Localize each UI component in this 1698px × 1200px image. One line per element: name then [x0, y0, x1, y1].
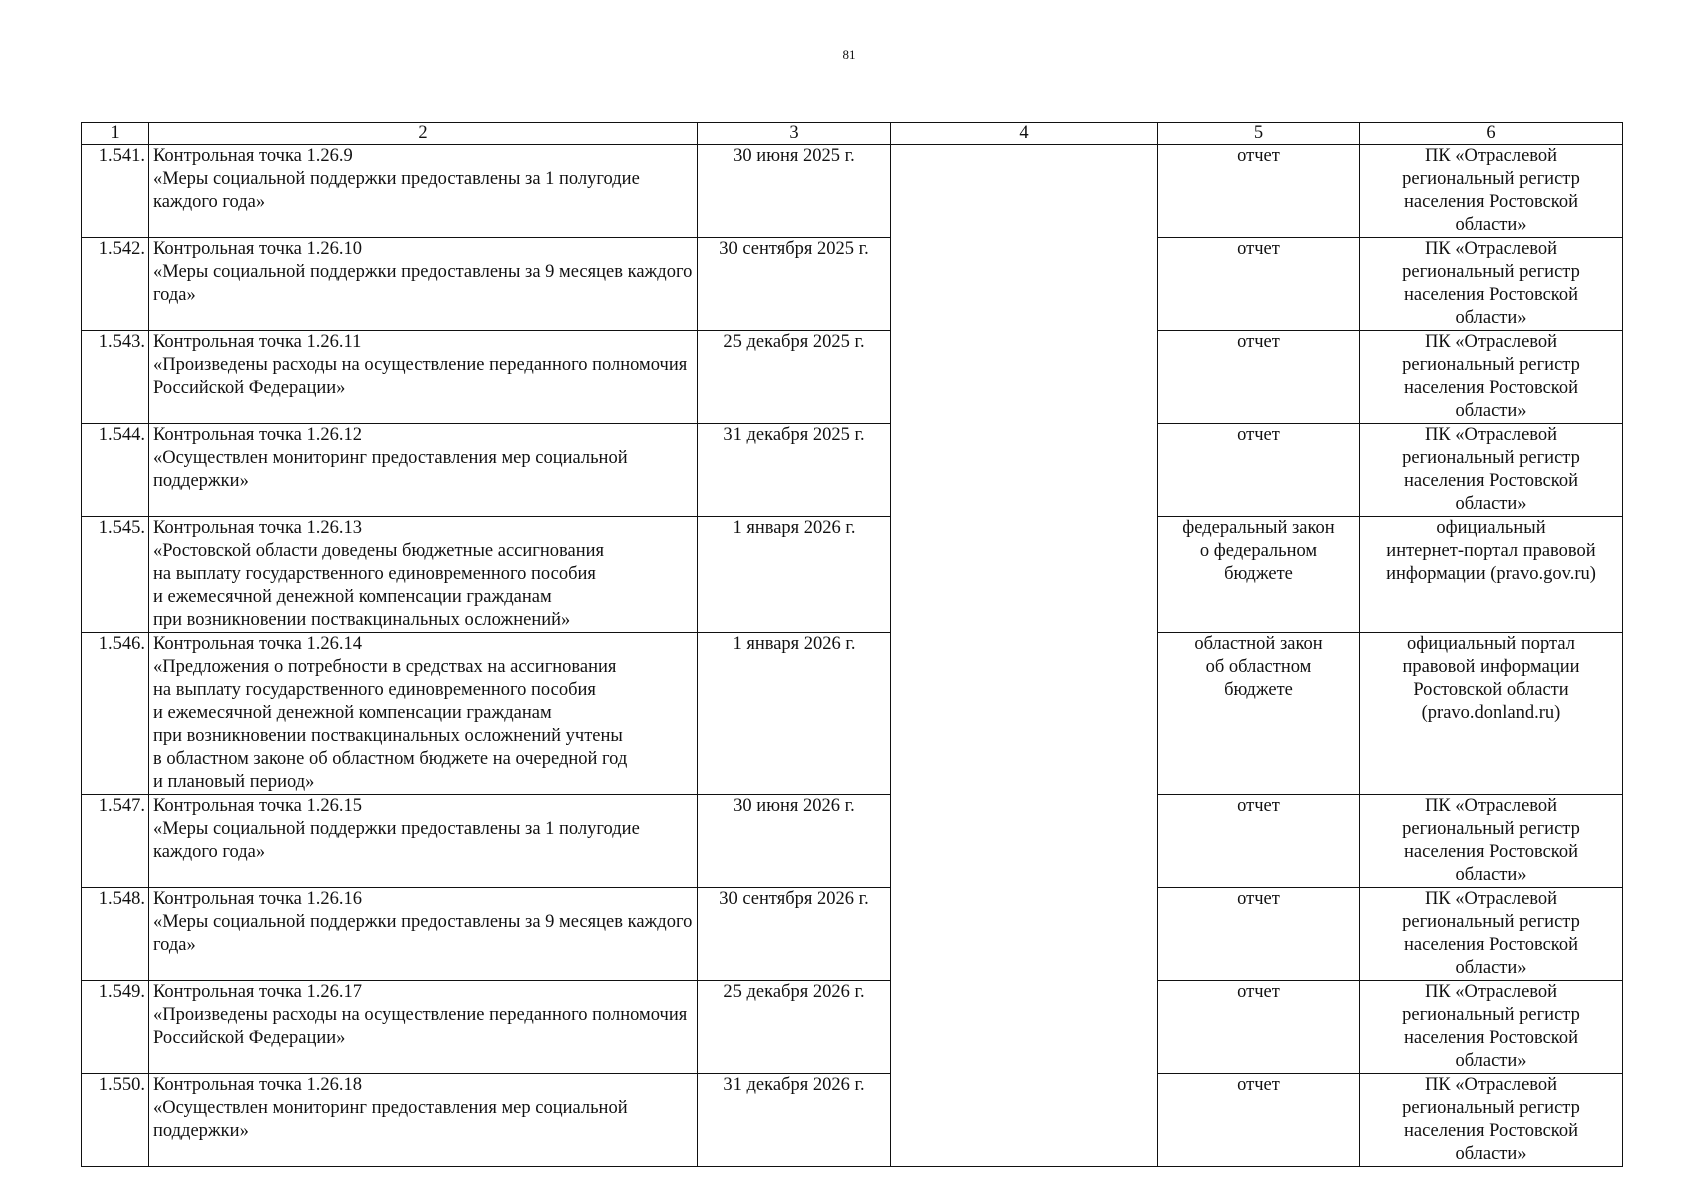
row-number: 1.544. [82, 424, 149, 517]
table-row [82, 424, 1623, 517]
document-type: областной закон об областном бюджете [1158, 633, 1360, 795]
responsible-cell [891, 145, 1158, 1167]
due-date: 30 сентября 2026 г. [698, 888, 891, 981]
row-number: 1.548. [82, 888, 149, 981]
due-date: 30 июня 2026 г. [698, 795, 891, 888]
table-row [82, 517, 1623, 633]
control-points-table [81, 122, 1623, 1167]
document-type: отчет [1158, 331, 1360, 424]
document-type: отчет [1158, 795, 1360, 888]
control-point-name: Контрольная точка 1.26.15 «Меры социальной поддержки предоставлены за 1 полугодие каждого года» [149, 795, 698, 888]
row-number: 1.546. [82, 633, 149, 795]
control-point-name: Контрольная точка 1.26.12 «Осуществлен мониторинг предоставления мер социальной поддержки» [149, 424, 698, 517]
header-row [82, 123, 1623, 145]
table-body [82, 145, 1623, 1167]
header-col-6: 6 [1360, 123, 1623, 145]
row-number: 1.543. [82, 331, 149, 424]
row-number: 1.550. [82, 1074, 149, 1167]
header-col-2: 2 [149, 123, 698, 145]
table-row [82, 795, 1623, 888]
header-col-5: 5 [1158, 123, 1360, 145]
info-system: ПК «Отраслевой региональный регистр населения Ростовской области» [1360, 888, 1623, 981]
table-row [82, 145, 1623, 238]
table-row [82, 1074, 1623, 1167]
control-point-name: Контрольная точка 1.26.10 «Меры социальной поддержки предоставлены за 9 месяцев каждого года» [149, 238, 698, 331]
info-system: официальный интернет-портал правовой информации (pravo.gov.ru) [1360, 517, 1623, 633]
row-number: 1.549. [82, 981, 149, 1074]
table-row [82, 238, 1623, 331]
control-point-name: Контрольная точка 1.26.13 «Ростовской области доведены бюджетные ассигнования на выплату государственного единовременного пособия и ежемесячной денежной компенсации гражданам при возникновении поствакцинальных осложнений» [149, 517, 698, 633]
document-type: отчет [1158, 981, 1360, 1074]
row-number: 1.547. [82, 795, 149, 888]
due-date: 31 декабря 2026 г. [698, 1074, 891, 1167]
page-number: 81 [842, 47, 856, 62]
info-system: ПК «Отраслевой региональный регистр населения Ростовской области» [1360, 424, 1623, 517]
info-system: ПК «Отраслевой региональный регистр населения Ростовской области» [1360, 795, 1623, 888]
row-number: 1.542. [82, 238, 149, 331]
control-point-name: Контрольная точка 1.26.9 «Меры социальной поддержки предоставлены за 1 полугодие каждого года» [149, 145, 698, 238]
control-point-name: Контрольная точка 1.26.16 «Меры социальной поддержки предоставлены за 9 месяцев каждого года» [149, 888, 698, 981]
due-date: 1 января 2026 г. [698, 517, 891, 633]
control-point-name: Контрольная точка 1.26.11 «Произведены расходы на осуществление переданного полномочия Российской Федерации» [149, 331, 698, 424]
row-number: 1.545. [82, 517, 149, 633]
table-header [82, 123, 1623, 145]
due-date: 30 июня 2025 г. [698, 145, 891, 238]
document-type: федеральный закон о федеральном бюджете [1158, 517, 1360, 633]
document-type: отчет [1158, 424, 1360, 517]
row-number: 1.541. [82, 145, 149, 238]
table-row [82, 888, 1623, 981]
info-system: официальный портал правовой информации Ростовской области (pravo.donland.ru) [1360, 633, 1623, 795]
header-col-1: 1 [82, 123, 149, 145]
header-col-4: 4 [891, 123, 1158, 145]
table-row [82, 633, 1623, 795]
document-type: отчет [1158, 888, 1360, 981]
due-date: 25 декабря 2026 г. [698, 981, 891, 1074]
header-col-3: 3 [698, 123, 891, 145]
due-date: 25 декабря 2025 г. [698, 331, 891, 424]
document-type: отчет [1158, 1074, 1360, 1167]
control-point-name: Контрольная точка 1.26.14 «Предложения о потребности в средствах на ассигнования на выплату государственного единовременного пособия и ежемесячной денежной компенсации гражданам при возникновении поствакцинальных осложнений учтены в областном законе об областном бюджете на очередной год и плановый период» [149, 633, 698, 795]
due-date: 1 января 2026 г. [698, 633, 891, 795]
info-system: ПК «Отраслевой региональный регистр населения Ростовской области» [1360, 145, 1623, 238]
info-system: ПК «Отраслевой региональный регистр населения Ростовской области» [1360, 1074, 1623, 1167]
table-row [82, 981, 1623, 1074]
info-system: ПК «Отраслевой региональный регистр населения Ростовской области» [1360, 238, 1623, 331]
info-system: ПК «Отраслевой региональный регистр населения Ростовской области» [1360, 331, 1623, 424]
due-date: 30 сентября 2025 г. [698, 238, 891, 331]
control-point-name: Контрольная точка 1.26.17 «Произведены расходы на осуществление переданного полномочия Российской Федерации» [149, 981, 698, 1074]
document-type: отчет [1158, 145, 1360, 238]
control-point-name: Контрольная точка 1.26.18 «Осуществлен мониторинг предоставления мер социальной поддержки» [149, 1074, 698, 1167]
table-row [82, 331, 1623, 424]
due-date: 31 декабря 2025 г. [698, 424, 891, 517]
document-type: отчет [1158, 238, 1360, 331]
info-system: ПК «Отраслевой региональный регистр населения Ростовской области» [1360, 981, 1623, 1074]
